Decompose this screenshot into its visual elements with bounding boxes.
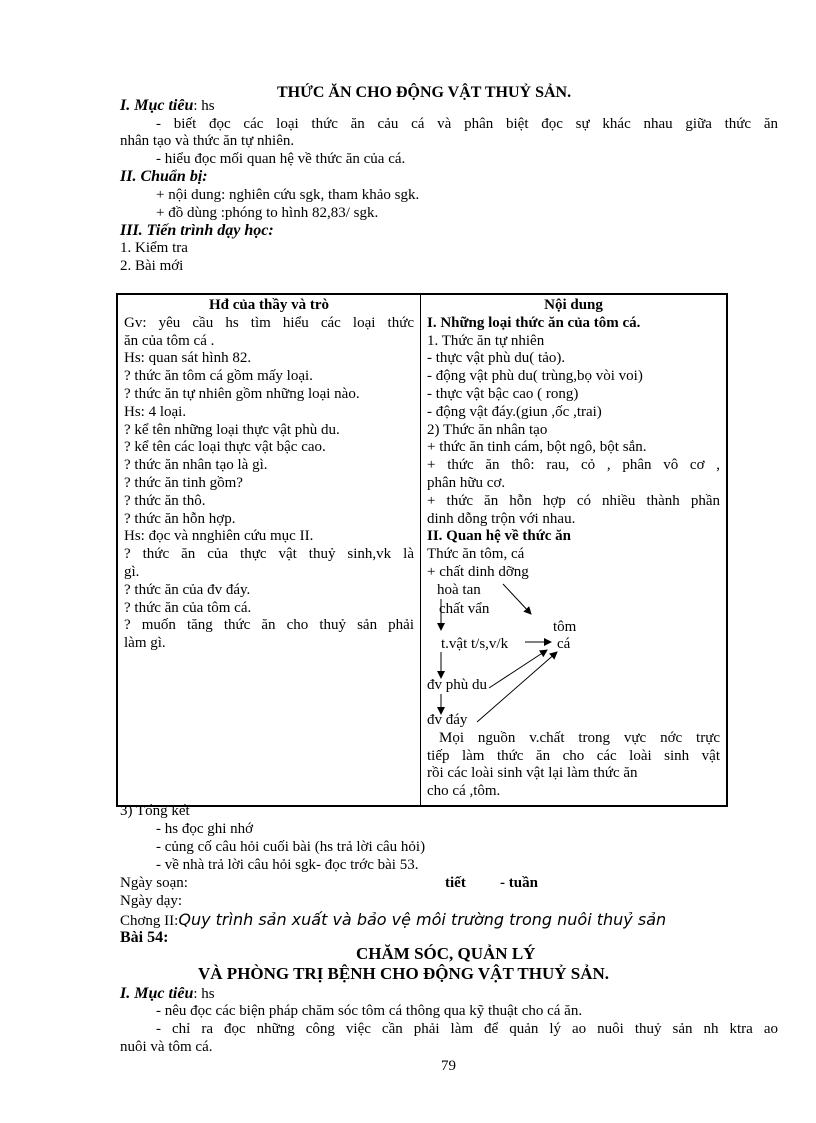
objectives-suffix: : hs [193, 98, 215, 114]
left-line: Hs: đọc và nnghiên cứu mục II. [124, 528, 314, 545]
lesson-table [116, 293, 728, 807]
right-line: + chất dinh dỡng [427, 563, 529, 580]
summary-heading: 3) Tổng kết [120, 803, 190, 819]
right-line: - thực vật bậc cao ( rong) [427, 385, 579, 402]
step-2: 2. Bài mới [120, 258, 184, 274]
diagram-dv-day: đv đáy [427, 711, 468, 728]
step-1: 1. Kiểm tra [120, 240, 188, 256]
chapter-line [120, 911, 666, 930]
objective-1-line-1: - biết đọc các loại thức ăn cảu cá và phân biệt đọc sự khác nhau giữa thức ăn [156, 116, 778, 132]
diagram-thuc-vat: t.vật t/s,v/k [441, 635, 509, 652]
left-line: Hs: 4 loại. [124, 403, 187, 420]
next-objective-2-line-1: - chỉ ra đọc những công việc cần phải làm để quản lý ao nuôi thuỷ sản nh ktra ao [156, 1021, 778, 1037]
prep-item-1: + nội dung: nghiên cứu sgk, tham khảo sgk. [156, 187, 420, 203]
teacher-student-column [117, 294, 421, 806]
right-column-header: Nội dung [544, 297, 603, 313]
ngay-soan-label: Ngày soạn: [120, 875, 188, 891]
conclusion-line: cho cá ,tôm. [427, 783, 501, 800]
right-line: + thức ăn hỗn hợp có nhiều thành phần [427, 492, 720, 509]
diagram-hoa-tan: hoà tan [437, 581, 481, 598]
left-line: ? kể tên những loại thực vật phù du. [124, 421, 340, 438]
left-line: ? muốn tăng thức ăn cho thuỷ sản phải [124, 617, 414, 634]
left-line: làm gì. [124, 635, 166, 652]
content-column [421, 294, 728, 806]
section-2-heading: II. Quan hệ về thức ăn [427, 528, 572, 545]
right-line: 1. Thức ăn tự nhiên [427, 332, 545, 349]
objective-2: - hiểu đọc mối quan hệ về thức ăn của cá. [156, 151, 406, 167]
arrow-dv-day-to-ca [477, 652, 557, 722]
left-line: ? thức ăn tinh gồm? [124, 474, 243, 491]
left-line: ? thức ăn thô. [124, 492, 206, 509]
left-line: ? thức ăn của tôm cá. [124, 599, 252, 616]
left-line: ? thức ăn nhân tạo là gì. [124, 457, 268, 474]
section-1-heading: I. Những loại thức ăn của tôm cá. [427, 314, 641, 331]
objectives-heading: I. Mục tiêu [120, 97, 194, 114]
lesson-title-line-2: VÀ PHÒNG TRỊ BỆNH CHO ĐỘNG VẬT THUỶ SẢN. [198, 964, 610, 983]
left-line: Gv: yêu cầu hs tìm hiểu các loại thức [124, 314, 414, 331]
summary-item: - hs đọc ghi nhớ [156, 821, 254, 837]
right-line: dinh dỗng trộn với nhau. [427, 510, 576, 527]
tuan-label: - tuần [500, 875, 538, 891]
summary-item: - củng cố câu hỏi cuối bài (hs trả lời câu hỏi) [156, 839, 426, 855]
chapter-label: Chơng II: [120, 913, 179, 929]
left-column-header: Hđ của thầy và trò [209, 297, 329, 313]
diagram-ca: cá [557, 635, 571, 652]
conclusion-line: Mọi nguồn v.chất trong vực nớc trực [439, 729, 720, 746]
left-line: ăn của tôm cá . [124, 332, 215, 349]
lesson-number: Bài 54: [120, 929, 169, 946]
objective-1-line-2: nhân tạo và thức ăn tự nhiên. [120, 133, 295, 149]
lesson-title-line-1: CHĂM SÓC, QUẢN LÝ [356, 944, 536, 963]
food-relationship-diagram [427, 582, 720, 730]
left-line: ? thức ăn tự nhiên gồm những loại nào. [124, 385, 360, 402]
next-objective-2-line-2: nuôi và tôm cá. [120, 1039, 213, 1055]
right-line: + thức ăn thô: rau, cỏ , phân vô cơ , [427, 457, 720, 474]
conclusion-line: tiếp làm thức ăn cho các loài sinh vật [427, 747, 720, 764]
tiet-label: tiết [445, 875, 466, 891]
prep-item-2: + đồ dùng :phóng to hình 82,83/ sgk. [156, 205, 379, 221]
prep-heading: II. Chuẩn bị: [120, 168, 208, 185]
next-objectives-line [120, 985, 215, 1003]
right-line: - thực vật phù du( tảo). [427, 350, 566, 367]
page-title: THỨC ĂN CHO ĐỘNG VẬT THUỶ SẢN. [277, 84, 572, 101]
right-line: Thức ăn tôm, cá [427, 546, 525, 563]
left-line: ? thức ăn hỗn hợp. [124, 510, 236, 527]
diagram-dv-phu-du: đv phù du [427, 676, 487, 693]
next-objective-1: - nêu đọc các biện pháp chăm sóc tôm cá thông qua kỹ thuật cho cá ăn. [156, 1003, 583, 1019]
left-line: ? thức ăn của đv đáy. [124, 581, 251, 598]
right-line: 2) Thức ăn nhân tạo [427, 421, 548, 438]
diagram-tom: tôm [553, 618, 577, 635]
page-number: 79 [441, 1058, 456, 1074]
chapter-title: Quy trình sản xuất và bảo vệ môi trường trong nuôi thuỷ sản [178, 910, 667, 929]
left-line: ? thức ăn tôm cá gồm mấy loại. [124, 368, 313, 385]
next-objectives-heading: I. Mục tiêu [120, 985, 194, 1002]
ngay-day-label: Ngày dạy: [120, 893, 183, 909]
diagram-chat-van: chất vẩn [439, 600, 490, 617]
left-line: gì. [124, 563, 140, 580]
left-line: ? kể tên các loại thực vật bậc cao. [124, 439, 326, 456]
process-heading: III. Tiến trình dạy học: [120, 222, 274, 239]
conclusion-line: rồi các loài sinh vật lại làm thức ăn [427, 765, 638, 782]
objectives-line [120, 97, 215, 115]
right-line: phân hữu cơ. [427, 474, 506, 491]
right-line: - động vật phù du( trùng,bọ vòi voi) [427, 368, 643, 385]
next-objectives-suffix: : hs [193, 986, 215, 1002]
right-line: - động vật đáy.(giun ,ốc ,trai) [427, 403, 602, 420]
left-line: ? thức ăn của thực vật thuỷ sinh,vk là [124, 546, 414, 563]
right-line: + thức ăn tinh cám, bột ngô, bột sắn. [427, 439, 647, 456]
left-line: Hs: quan sát hình 82. [124, 350, 252, 367]
summary-item: - về nhà trả lời câu hỏi sgk- đọc trớc bài 53. [156, 857, 419, 873]
arrow-hoa-tan-to-tom [503, 584, 531, 614]
